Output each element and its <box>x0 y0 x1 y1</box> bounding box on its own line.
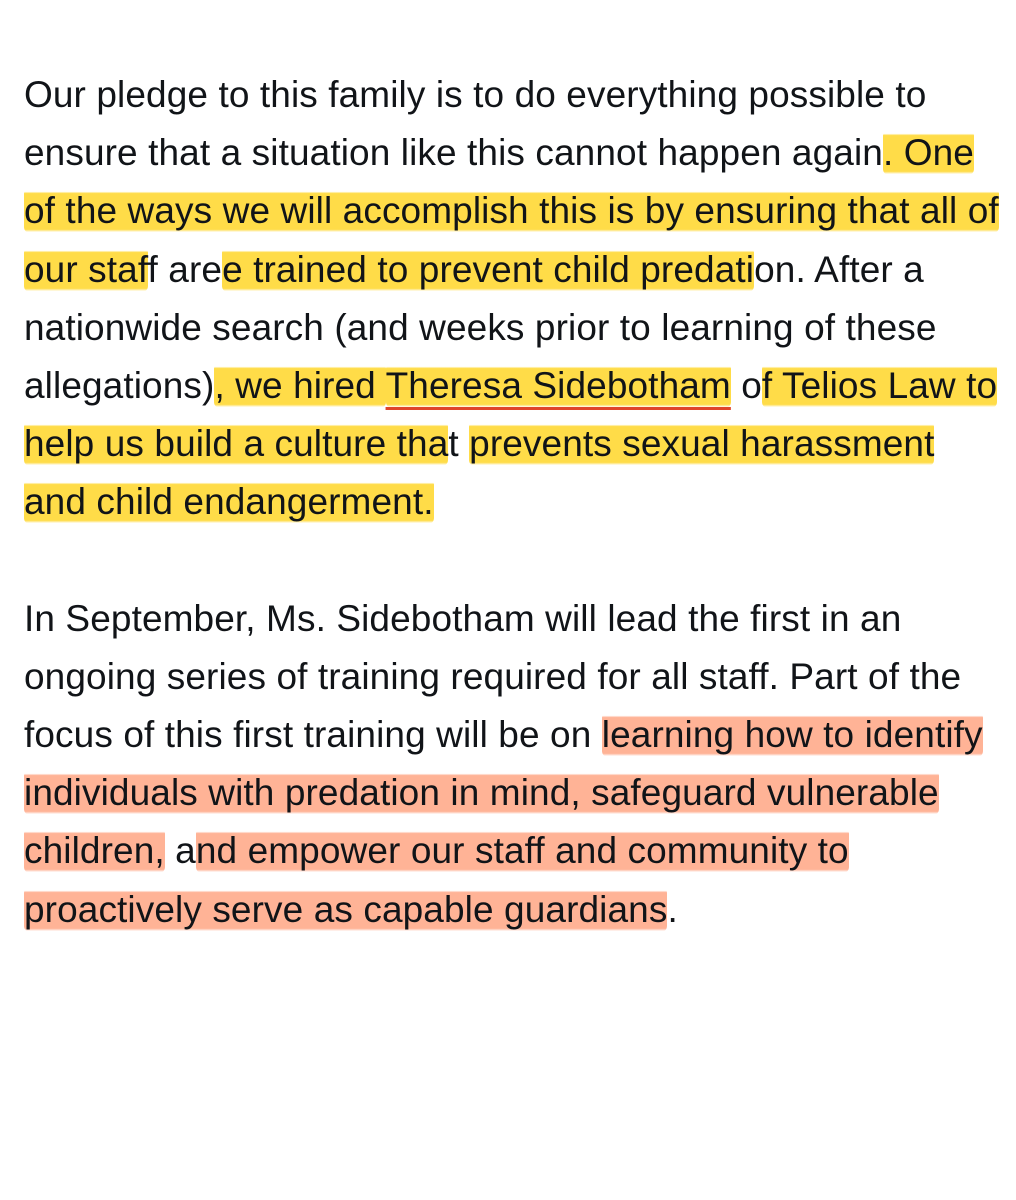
text-segment: t <box>448 423 470 465</box>
text-segment: In September, Ms. Sidebotham will lead the first in an ongoing series of training required for all staff. Part of the focus of this first training will be on <box>24 597 962 756</box>
paragraph-training <box>24 590 1004 939</box>
text-segment: o <box>730 365 762 407</box>
highlight-yellow: , we hired <box>214 365 386 407</box>
text-segment: Our pledge to this family is to do everything possible to ensure that a situation like this cannot happen again <box>24 74 927 174</box>
highlight-yellow: f Telios Law to help us build a culture tha <box>24 365 998 465</box>
text-segment: f are <box>147 248 223 290</box>
text-segment: on. After a nationwide search (and weeks prior to learning of these allegations) <box>24 248 937 407</box>
underlined-name: Theresa Sidebotham <box>385 365 731 407</box>
highlight-yellow: . One of the ways we will accomplish this is by ensuring that all of our staf <box>24 132 999 290</box>
paragraph-pledge <box>24 66 1004 532</box>
highlight-yellow: prevents sexual harassment and child endangerment. <box>24 423 935 523</box>
highlight-orange: learning how to identify individuals with predation in mind, safeguard vulnerable children, <box>24 714 983 872</box>
highlight-yellow: e trained to prevent child predati <box>222 248 755 290</box>
text-segment: a <box>164 830 196 872</box>
document-page <box>24 66 1004 939</box>
highlight-orange: nd empower our staff and community to proactively serve as capable guardians <box>24 830 849 930</box>
text-segment: . <box>667 888 678 930</box>
